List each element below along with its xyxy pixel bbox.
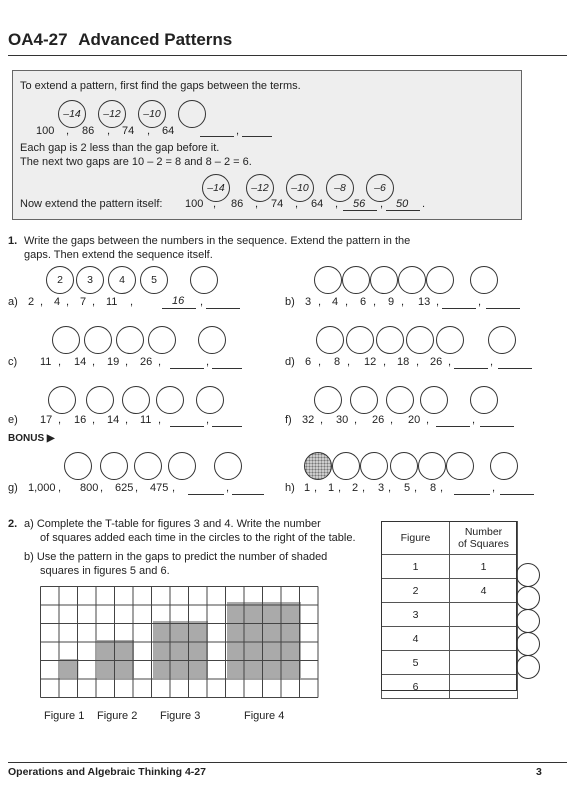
seq-term: 30 xyxy=(336,414,349,426)
intro-line-3: The next two gaps are 10 – 2 = 8 and 8 – 2 = 6. xyxy=(20,156,252,168)
answer-blank[interactable] xyxy=(486,308,520,309)
gap-circle[interactable] xyxy=(470,386,498,414)
answer-blank[interactable] xyxy=(454,368,488,369)
t-table-cell-input[interactable] xyxy=(450,603,518,627)
seq-term: 11 xyxy=(140,414,152,426)
seq-term: 5 xyxy=(404,482,411,494)
lesson-title: Advanced Patterns xyxy=(78,30,233,49)
seq-term: 26 xyxy=(372,414,385,426)
gap-circle[interactable] xyxy=(316,326,344,354)
seq-term: 19 xyxy=(107,356,120,368)
gap-circle[interactable] xyxy=(490,452,518,480)
t-table-header-figure: Figure xyxy=(382,522,450,555)
t-table-cell: 2 xyxy=(382,579,450,603)
gap-circle: –6 xyxy=(366,174,394,202)
seq-term: 14 xyxy=(74,356,87,368)
seq-term: 2 xyxy=(352,482,359,494)
answer-blank[interactable] xyxy=(442,308,476,309)
t-table-header-squares xyxy=(450,522,518,555)
seq-term: 64 xyxy=(311,198,324,210)
answer-blank[interactable] xyxy=(212,426,242,427)
item-label: f) xyxy=(285,414,292,426)
title-rule xyxy=(8,55,567,56)
shaded-gap-circle xyxy=(304,452,332,480)
q2-text: squares in figures 5 and 6. xyxy=(40,565,170,577)
seq-answer: 50 xyxy=(396,198,409,210)
seq-term: 12 xyxy=(364,356,377,368)
gap-circle[interactable] xyxy=(198,326,226,354)
t-table-cell: 1 xyxy=(382,555,450,579)
gap-circle[interactable] xyxy=(156,386,184,414)
seq-term: 11 xyxy=(40,356,52,368)
gap-circle: –10 xyxy=(286,174,314,202)
gap-circle[interactable] xyxy=(134,452,162,480)
figure-label: Figure 2 xyxy=(97,710,138,722)
answer-line xyxy=(343,210,377,211)
figure-grid xyxy=(40,586,324,708)
gap-circle[interactable] xyxy=(418,452,446,480)
gap-circle[interactable] xyxy=(370,266,398,294)
answer-blank[interactable] xyxy=(454,494,490,495)
gap-circle[interactable] xyxy=(350,386,378,414)
answer-blank[interactable] xyxy=(206,308,240,309)
gap-circle[interactable] xyxy=(390,452,418,480)
seq-term: 4 xyxy=(332,296,339,308)
gap-circle[interactable] xyxy=(436,326,464,354)
gap-circle[interactable] xyxy=(406,326,434,354)
gap-circle[interactable] xyxy=(122,386,150,414)
gap-circle[interactable] xyxy=(376,326,404,354)
gap-circle[interactable] xyxy=(168,452,196,480)
seq-term: 2 xyxy=(28,296,35,308)
seq-term: 6 xyxy=(305,356,312,368)
item-label: b) xyxy=(285,296,295,308)
intro-line-2: Each gap is 2 less than the gap before it. xyxy=(20,142,220,154)
seq-term: 74 xyxy=(271,198,284,210)
answer-blank[interactable] xyxy=(212,368,242,369)
gap-circle: 4 xyxy=(108,266,136,294)
gap-circle[interactable] xyxy=(516,609,540,633)
question-number: 1. xyxy=(8,235,18,247)
gap-circle[interactable] xyxy=(314,266,342,294)
answer-line xyxy=(162,308,196,309)
item-label: a) xyxy=(8,296,18,308)
gap-circle[interactable] xyxy=(84,326,112,354)
gap-circle[interactable] xyxy=(398,266,426,294)
answer-blank[interactable] xyxy=(242,136,272,137)
seq-term: 32 xyxy=(302,414,315,426)
gap-circle[interactable] xyxy=(148,326,176,354)
gap-circle[interactable] xyxy=(342,266,370,294)
gap-circle xyxy=(178,100,206,128)
gap-circle: –14 xyxy=(202,174,230,202)
page-title xyxy=(8,30,232,50)
seq-term: 20 xyxy=(408,414,421,426)
seq-term: 17 xyxy=(40,414,53,426)
t-table-cell-input[interactable] xyxy=(450,627,518,651)
answer-blank[interactable] xyxy=(436,426,470,427)
gap-circle[interactable] xyxy=(196,386,224,414)
answer-blank[interactable] xyxy=(188,494,224,495)
seq-term: 64 xyxy=(162,125,175,137)
seq-term: 1 xyxy=(304,482,311,494)
footer-text: Operations and Algebraic Thinking 4-27 xyxy=(8,766,206,778)
t-table-cell: 5 xyxy=(382,651,450,675)
seq-term: 9 xyxy=(388,296,395,308)
gap-circle[interactable] xyxy=(346,326,374,354)
t-table-cell-input[interactable] xyxy=(450,651,518,675)
gap-circle[interactable] xyxy=(190,266,218,294)
item-label: d) xyxy=(285,356,295,368)
answer-blank[interactable] xyxy=(232,494,264,495)
gap-circle[interactable] xyxy=(64,452,92,480)
gap-circle: –10 xyxy=(138,100,166,128)
seq-term: 18 xyxy=(397,356,410,368)
seq-term: 13 xyxy=(418,296,431,308)
seq-term: 625 xyxy=(115,482,134,494)
figure-label: Figure 3 xyxy=(160,710,201,722)
t-table-cell: 3 xyxy=(382,603,450,627)
answer-blank[interactable] xyxy=(200,136,234,137)
seq-term: 8 xyxy=(334,356,341,368)
gap-circle[interactable] xyxy=(426,266,454,294)
seq-term: 26 xyxy=(140,356,153,368)
intro-line-1: To extend a pattern, first find the gaps between the terms. xyxy=(20,80,301,92)
seq-term: 8 xyxy=(430,482,437,494)
t-table-cell: 1 xyxy=(450,555,518,579)
seq-answer: 16 xyxy=(172,295,185,307)
figure-label: Figure 1 xyxy=(44,710,85,722)
gap-circle[interactable] xyxy=(214,452,242,480)
seq-term: 1 xyxy=(328,482,335,494)
gap-circle[interactable] xyxy=(516,563,540,587)
q1-text: gaps. Then extend the sequence itself. xyxy=(24,249,213,261)
gap-circle[interactable] xyxy=(386,386,414,414)
gap-circle[interactable] xyxy=(360,452,388,480)
gap-circle[interactable] xyxy=(516,655,540,679)
page-number: 3 xyxy=(536,766,542,778)
gap-circle: 2 xyxy=(46,266,74,294)
gap-circle[interactable] xyxy=(100,452,128,480)
header-line: Number xyxy=(464,526,503,538)
gap-circle[interactable] xyxy=(516,632,540,656)
answer-blank[interactable] xyxy=(500,494,534,495)
seq-term: 3 xyxy=(305,296,312,308)
gap-circle[interactable] xyxy=(52,326,80,354)
gap-circle: –12 xyxy=(98,100,126,128)
seq-term: 16 xyxy=(74,414,87,426)
answer-blank[interactable] xyxy=(480,426,514,427)
gap-circle: 3 xyxy=(76,266,104,294)
item-label: e) xyxy=(8,414,18,426)
seq-term: 11 xyxy=(106,296,118,308)
gap-circle[interactable] xyxy=(488,326,516,354)
seq-term: 100 xyxy=(185,198,204,210)
gap-circle[interactable] xyxy=(516,586,540,610)
q1-text: Write the gaps between the numbers in the sequence. Extend the pattern in the xyxy=(24,235,411,247)
q2-text: b) Use the pattern in the gaps to predict the number of shaded xyxy=(24,551,328,563)
seq-term: 3 xyxy=(378,482,385,494)
lesson-code: OA4-27 xyxy=(8,30,68,49)
answer-line xyxy=(386,210,420,211)
item-label: g) xyxy=(8,482,18,494)
seq-term: 6 xyxy=(360,296,367,308)
q2-text: of squares added each time in the circles to the right of the table. xyxy=(40,532,356,544)
seq-term: 1,000 xyxy=(28,482,56,494)
gap-circle: 5 xyxy=(140,266,168,294)
header-line: of Squares xyxy=(458,538,509,550)
gap-circle[interactable] xyxy=(86,386,114,414)
seq-term: 800 xyxy=(80,482,99,494)
gap-circle: –14 xyxy=(58,100,86,128)
q2-text: a) Complete the T-table for figures 3 and 4. Write the number xyxy=(24,518,321,530)
answer-blank[interactable] xyxy=(498,368,532,369)
seq-term: 26 xyxy=(430,356,443,368)
gap-circle[interactable] xyxy=(420,386,448,414)
seq-term: 100 xyxy=(36,125,55,137)
t-table-cell: 4 xyxy=(450,579,518,603)
gap-circle: –8 xyxy=(326,174,354,202)
seq-term: 7 xyxy=(80,296,87,308)
gap-circle[interactable] xyxy=(446,452,474,480)
seq-answer: 56 xyxy=(353,198,366,210)
t-table-cell: 6 xyxy=(382,675,450,699)
gap-circle[interactable] xyxy=(48,386,76,414)
seq-term: 14 xyxy=(107,414,120,426)
gap-circle[interactable] xyxy=(314,386,342,414)
question-number: 2. xyxy=(8,518,18,530)
t-table-cell-input[interactable] xyxy=(450,675,518,699)
t-table-cell: 4 xyxy=(382,627,450,651)
t-table xyxy=(381,521,518,699)
gap-circle[interactable] xyxy=(332,452,360,480)
figure-label: Figure 4 xyxy=(244,710,285,722)
gap-circle: –12 xyxy=(246,174,274,202)
item-label: c) xyxy=(8,356,18,368)
seq-term: 86 xyxy=(231,198,244,210)
item-label: h) xyxy=(285,482,295,494)
seq-term: 475 xyxy=(150,482,169,494)
seq-term: 86 xyxy=(82,125,95,137)
gap-circle[interactable] xyxy=(470,266,498,294)
seq-term: 4 xyxy=(54,296,61,308)
bonus-label: BONUS ▶ xyxy=(8,433,55,444)
answer-blank[interactable] xyxy=(170,368,204,369)
footer-rule xyxy=(8,762,567,763)
intro-line-4: Now extend the pattern itself: xyxy=(20,198,163,210)
seq-term: 74 xyxy=(122,125,135,137)
gap-circle[interactable] xyxy=(116,326,144,354)
answer-blank[interactable] xyxy=(170,426,204,427)
